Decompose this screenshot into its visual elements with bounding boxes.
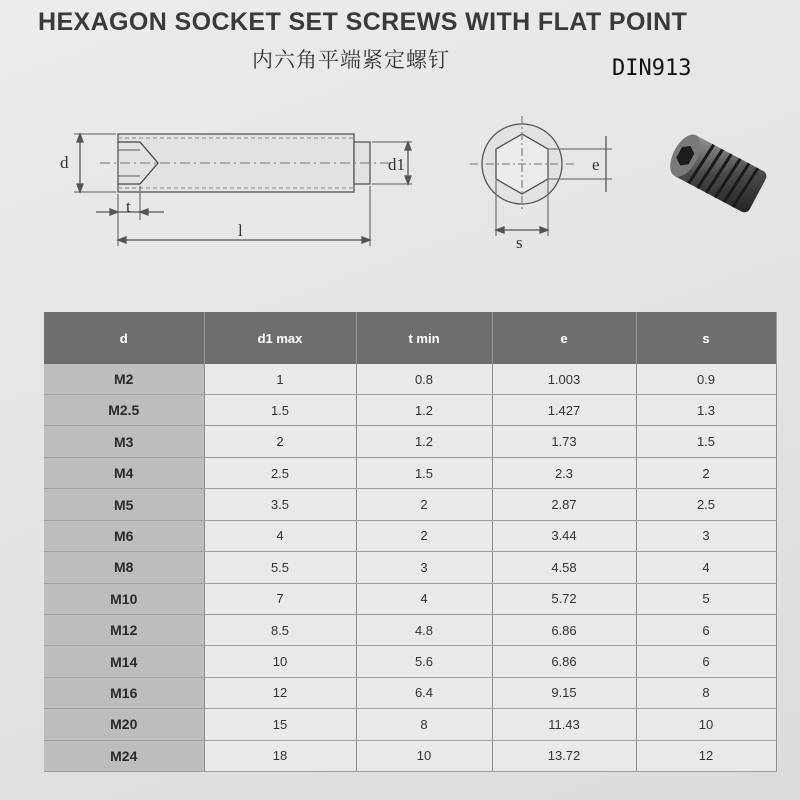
table-cell-s: 4 [636,552,776,583]
table-cell-d1-max: 4 [204,520,356,551]
table-cell-e: 2.87 [492,489,636,520]
table-cell-e: 13.72 [492,740,636,771]
table-cell-s: 8 [636,677,776,708]
table-cell-e: 1.73 [492,426,636,457]
table-cell-s: 10 [636,709,776,740]
table-cell-d1-max: 2.5 [204,457,356,488]
table-cell-s: 2 [636,457,776,488]
table-cell-t-min: 1.2 [356,395,492,426]
column-header-s: s [636,312,776,364]
chinese-subtitle: 内六角平端紧定螺钉 [252,48,450,72]
table-row [44,709,776,740]
table-cell-t-min: 3 [356,552,492,583]
label-d1: d1 [388,155,405,174]
column-header-d1-max: d1 max [204,312,356,364]
table-cell-t-min: 1.2 [356,426,492,457]
table-cell-e: 5.72 [492,583,636,614]
table-cell-t-min: 2 [356,520,492,551]
table-cell-d1-max: 1.5 [204,395,356,426]
label-t: t [126,197,131,216]
table-row [44,364,776,395]
table-cell-e: 9.15 [492,677,636,708]
label-s: s [516,233,523,252]
table-cell-t-min: 0.8 [356,364,492,395]
column-header-d: d [44,312,204,364]
column-header-e: e [492,312,636,364]
standard-code: DIN913 [612,56,692,81]
table-cell-t-min: 4 [356,583,492,614]
table-cell-t-min: 6.4 [356,677,492,708]
table-cell-d1-max: 2 [204,426,356,457]
table-cell-d: M12 [44,614,204,645]
table-cell-e: 1.427 [492,395,636,426]
label-e: e [592,155,600,174]
table-row [44,457,776,488]
table-row [44,646,776,677]
table-cell-t-min: 8 [356,709,492,740]
table-row [44,583,776,614]
table-row [44,395,776,426]
table-cell-e: 4.58 [492,552,636,583]
table-row [44,677,776,708]
table-row [44,740,776,771]
table-cell-d: M24 [44,740,204,771]
table-cell-s: 2.5 [636,489,776,520]
table-cell-d: M14 [44,646,204,677]
table-cell-d: M10 [44,583,204,614]
table-cell-d: M2 [44,364,204,395]
table-cell-s: 1.3 [636,395,776,426]
set-screw-photo [655,122,780,232]
table-cell-s: 6 [636,646,776,677]
table-cell-d: M4 [44,457,204,488]
technical-drawing [0,100,640,260]
table-cell-d: M6 [44,520,204,551]
table-cell-d1-max: 12 [204,677,356,708]
table-cell-e: 6.86 [492,614,636,645]
table-cell-e: 3.44 [492,520,636,551]
table-row [44,552,776,583]
table-cell-d1-max: 3.5 [204,489,356,520]
page-title: HEXAGON SOCKET SET SCREWS WITH FLAT POINT [38,8,688,36]
column-header-t-min: t min [356,312,492,364]
table-cell-d: M20 [44,709,204,740]
table-cell-e: 1.003 [492,364,636,395]
table-cell-t-min: 5.6 [356,646,492,677]
table-cell-t-min: 10 [356,740,492,771]
table-cell-d: M8 [44,552,204,583]
table-header-row [44,312,776,364]
table-cell-d: M2.5 [44,395,204,426]
table-cell-t-min: 2 [356,489,492,520]
table-cell-d1-max: 7 [204,583,356,614]
table-cell-d1-max: 1 [204,364,356,395]
table-cell-e: 6.86 [492,646,636,677]
table-cell-d1-max: 18 [204,740,356,771]
table-cell-s: 5 [636,583,776,614]
table-cell-t-min: 1.5 [356,457,492,488]
table-cell-d1-max: 10 [204,646,356,677]
table-cell-d1-max: 8.5 [204,614,356,645]
table-cell-d1-max: 5.5 [204,552,356,583]
table-row [44,489,776,520]
table-cell-d1-max: 15 [204,709,356,740]
table-cell-d: M5 [44,489,204,520]
table-cell-s: 0.9 [636,364,776,395]
table-cell-s: 12 [636,740,776,771]
label-l: l [238,221,243,240]
table-cell-s: 6 [636,614,776,645]
table-row [44,426,776,457]
label-d: d [60,153,69,172]
table-cell-e: 11.43 [492,709,636,740]
table-cell-d: M16 [44,677,204,708]
table-row [44,520,776,551]
table-cell-s: 1.5 [636,426,776,457]
table-cell-e: 2.3 [492,457,636,488]
table-cell-s: 3 [636,520,776,551]
table-cell-t-min: 4.8 [356,614,492,645]
dimensions-table [44,312,776,772]
table-cell-d: M3 [44,426,204,457]
table-row [44,614,776,645]
